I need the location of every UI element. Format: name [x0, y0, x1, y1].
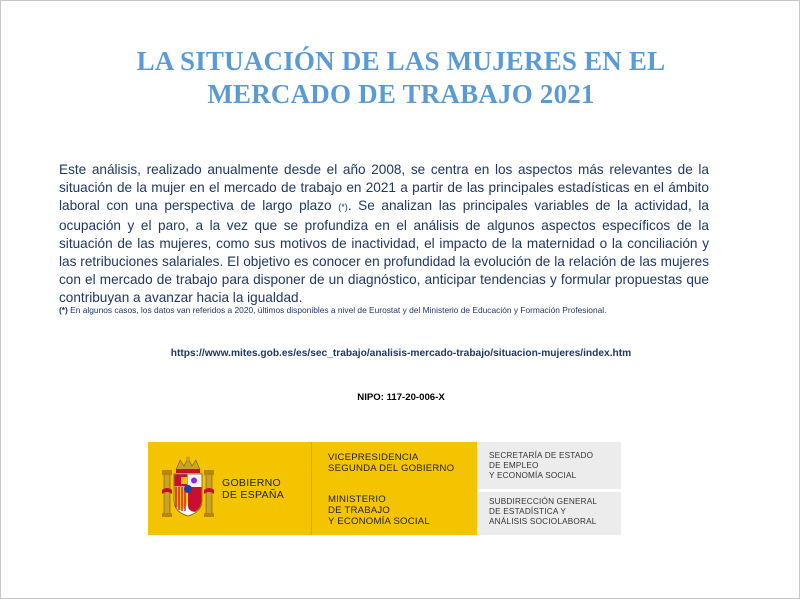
intro-footnote-ref: (*) [338, 202, 348, 213]
intro-text-start: Este análisis, realizado anualmente desde el año 2008, se centra en los aspectos más relevantes de la situación de la mujer en el mercado de trabajo en 2021 a partir de las principales estadísticas en el ámbito laboral con una perspectiva de largo plazo [59, 162, 709, 214]
gobierno-label [222, 477, 284, 501]
vicepresidencia-label [328, 452, 477, 474]
source-url-link[interactable]: https://www.mites.gob.es/es/sec_trabajo/analisis-mercado-trabajo/situacion-mujeres/index.htm [170, 348, 632, 359]
subdireccion-label [489, 497, 597, 527]
intro-paragraph [59, 161, 709, 308]
coat-of-arms-icon [162, 456, 214, 522]
intro-text-end: . Se analizan las principales variables de la actividad, la ocupación y el paro, a la vez que se profundiza en el análisis de algunos aspectos específicos de la situación de las mujeres, como sus motivos de inactividad, el impacto de la maternidad o la conciliación y las retribuciones salariales. El objetivo es conocer en profundidad la evolución de la relación de las mujeres con el mercado de trabajo para disponer de un diagnóstico, anticipar tendencias y formular propuestas que contribuyan a avanzar hacia la igualdad. [59, 198, 709, 306]
gobierno-line-2: DE ESPAÑA [222, 488, 285, 501]
title-line-1: LA SITUACIÓN DE LAS MUJERES EN EL [136, 46, 666, 76]
sub-line-2: DE ESTADÍSTICA Y [489, 507, 567, 516]
secretaria-divider [477, 489, 621, 492]
nipo-code: NIPO: 117-20-006-X [357, 392, 445, 403]
vicepresidencia-block [311, 442, 477, 535]
sec-line-2: DE EMPLEO [489, 461, 539, 470]
gobierno-block [148, 442, 311, 535]
secretaria-label [489, 451, 593, 481]
footnote-text: En algunos casos, los datos van referidos a 2020, últimos disponibles a nivel de Eurostat y del Ministerio de Educación y Formación Profesional. [67, 305, 607, 315]
vice-line-1: VICEPRESIDENCIA [328, 452, 419, 463]
gobierno-line-1: GOBIERNO [222, 476, 281, 489]
title-line-2: MERCADO DE TRABAJO 2021 [207, 79, 595, 109]
secretaria-block [477, 442, 621, 535]
institution-banner [148, 442, 621, 535]
minis-line-2: DE TRABAJO [328, 505, 391, 516]
sub-line-3: ANÁLISIS SOCIOLABORAL [489, 517, 597, 526]
sec-line-1: SECRETARÍA DE ESTADO [489, 451, 594, 460]
sec-line-3: Y ECONOMÍA SOCIAL [489, 471, 577, 480]
footnote-mark: (*) [59, 305, 68, 315]
sub-line-1: SUBDIRECCIÓN GENERAL [489, 497, 598, 506]
minis-line-1: MINISTERIO [328, 494, 386, 505]
vice-line-2: SEGUNDA DEL GOBIERNO [328, 463, 455, 474]
footnote [59, 305, 739, 316]
page-title [1, 45, 800, 111]
minis-line-3: Y ECONOMÍA SOCIAL [328, 516, 430, 527]
ministerio-label [328, 494, 430, 527]
